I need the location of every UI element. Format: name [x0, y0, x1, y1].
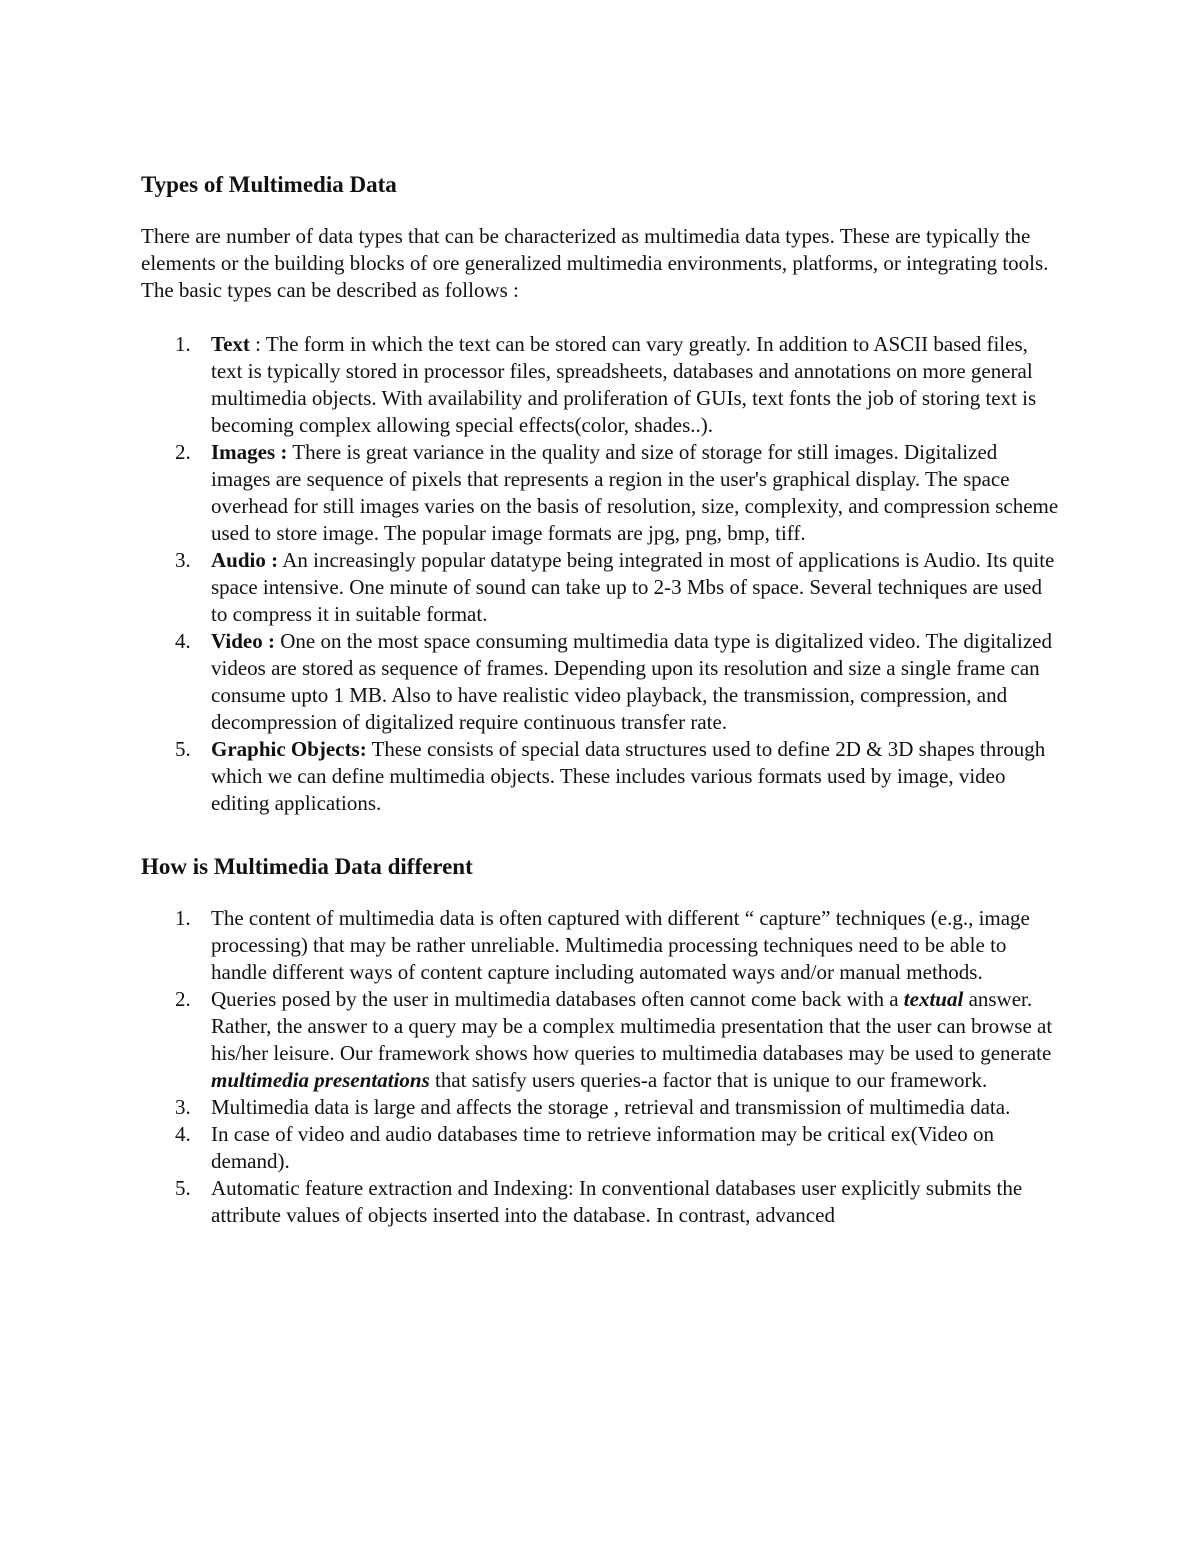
list-number: 4.: [175, 1122, 191, 1146]
item-text: One on the most space consuming multimedia data type is digitalized video. The digitalized videos are stored as sequence of frames. Depending upon its resolution and size a single frame can consume upto 1 MB. Also to have realistic video playback, the transmission, compression, and decompression of digitalized require continuous transfer rate.: [211, 629, 1052, 734]
item-text: In case of video and audio databases time to retrieve information may be critical ex(Video on demand).: [211, 1122, 995, 1173]
item-text: The content of multimedia data is often captured with different “ capture” techniques (e.g., image processing) that may be rather unreliable. Multimedia processing techniques need to be able to handle different ways of content capture including automated ways and/or manual methods.: [211, 906, 1030, 984]
item-text: Multimedia data is large and affects the storage , retrieval and transmission of multimedia data.: [211, 1095, 1011, 1119]
types-list: [141, 331, 1061, 817]
list-number: 4.: [175, 629, 191, 653]
item-term: Images :: [211, 440, 288, 464]
list-number: 3.: [175, 548, 191, 572]
item-separator: :: [249, 332, 266, 356]
list-number: 3.: [175, 1095, 191, 1119]
differences-list: [141, 905, 1061, 1229]
list-item: [141, 986, 1061, 1094]
list-item: [141, 628, 1061, 736]
list-item: [141, 547, 1061, 628]
item-term: Text: [211, 332, 250, 356]
list-number: 1.: [175, 332, 191, 356]
list-number: 5.: [175, 1176, 191, 1200]
document-page: [141, 168, 1061, 1229]
list-item: [141, 1175, 1061, 1229]
list-item: [141, 331, 1061, 439]
item-text: An increasingly popular datatype being integrated in most of applications is Audio. Its quite space intensive. One minute of sound can take up to 2-3 Mbs of space. Several techniques are used to compress it in suitable format.: [211, 548, 1055, 626]
item-text: There is great variance in the quality and size of storage for still images. Digitalized images are sequence of pixels that represents a region in the user's graphical display. The space overhead for still images varies on the basis of resolution, size, complexity, and compression scheme used to store image. The popular image formats are jpg, png, bmp, tiff.: [211, 440, 1059, 545]
list-number: 1.: [175, 906, 191, 930]
item-term: Graphic Objects:: [211, 737, 367, 761]
list-item: [141, 905, 1061, 986]
item-text: that satisfy users queries-a factor that is unique to our framework.: [429, 1068, 988, 1092]
item-text: The form in which the text can be stored can vary greatly. In addition to ASCII based files, text is typically stored in processor files, spreadsheets, databases and annotations on more general multimedia objects. With availability and proliferation of GUIs, text fonts the job of storing text is becoming complex allowing special effects(color, shades..).: [211, 332, 1037, 437]
list-number: 2.: [175, 987, 191, 1011]
intro-paragraph: There are number of data types that can be characterized as multimedia data types. These are typically the elements or the building blocks of ore generalized multimedia environments, platforms, or integrating tools. The basic types can be described as follows :: [141, 224, 1049, 302]
list-item: [141, 1121, 1061, 1175]
section-heading-types: Types of Multimedia Data: [141, 172, 397, 197]
list-item: [141, 736, 1061, 817]
list-number: 5.: [175, 737, 191, 761]
item-text: Automatic feature extraction and Indexing: In conventional databases user explicitly submits the attribute values of objects inserted into the database. In contrast, advanced: [211, 1176, 1023, 1227]
section-heading-different: How is Multimedia Data different: [141, 854, 473, 879]
list-item: [141, 1094, 1061, 1121]
emphasis-textual: textual: [903, 987, 964, 1011]
list-number: 2.: [175, 440, 191, 464]
item-text: Queries posed by the user in multimedia databases often cannot come back with a: [211, 987, 904, 1011]
item-text: These consists of special data structures used to define 2D & 3D shapes through which we can define multimedia objects. These includes various formats used by image, video editing applications.: [211, 737, 1046, 815]
item-term: Audio :: [211, 548, 279, 572]
emphasis-multimedia-presentations: multimedia presentations: [211, 1068, 430, 1092]
item-term: Video :: [211, 629, 275, 653]
item-text: answer. Rather, the answer to a query may be a complex multimedia presentation that the user can browse at his/her leisure. Our framework shows how queries to multimedia databases may be used to generate: [211, 987, 1053, 1065]
list-item: [141, 439, 1061, 547]
